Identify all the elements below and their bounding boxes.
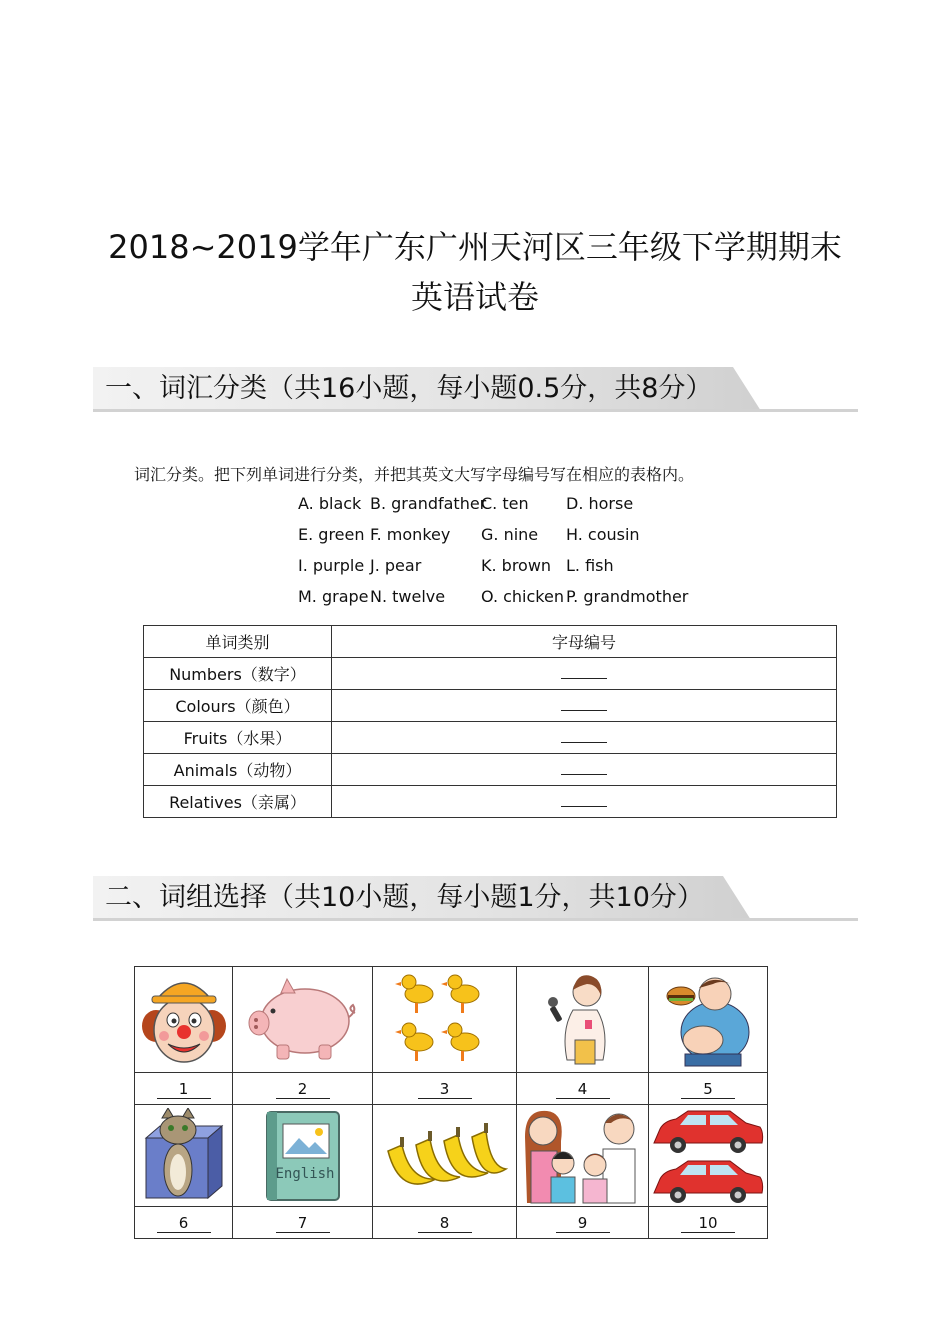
category-colours: Colours（颜色） — [144, 690, 332, 722]
option-e: E. green — [298, 525, 365, 544]
ducks-icon — [395, 970, 495, 1070]
option-row — [298, 585, 706, 616]
label-row — [135, 1073, 768, 1105]
answer-blank[interactable] — [561, 792, 607, 807]
title-line-1: 2018~2019学年广东广州天河区三年级下学期期末 — [108, 228, 842, 266]
classification-table — [143, 625, 837, 818]
picture-label-cell — [649, 1207, 768, 1239]
clown-icon — [138, 972, 230, 1068]
family-icon — [521, 1107, 645, 1205]
answer-cell[interactable] — [332, 754, 837, 786]
answer-cell[interactable] — [332, 690, 837, 722]
table-row — [144, 658, 837, 690]
picture-label-cell — [135, 1073, 233, 1105]
section-1-heading: 一、词汇分类（共16小题，每小题0.5分，共8分） — [105, 373, 713, 404]
option-m: M. grape — [298, 587, 369, 606]
reporter-icon — [543, 970, 623, 1070]
option-p: P. grandmother — [566, 587, 689, 606]
picture-cell — [233, 967, 373, 1073]
picture-label-cell — [517, 1073, 649, 1105]
picture-label-cell — [373, 1073, 517, 1105]
picture-label-2: 2 — [276, 1081, 330, 1099]
picture-cell — [517, 1105, 649, 1207]
option-n: N. twelve — [370, 587, 446, 606]
picture-cell — [373, 1105, 517, 1207]
fat-man-icon — [655, 970, 761, 1070]
answer-cell[interactable] — [332, 786, 837, 818]
section-2-heading: 二、词组选择（共10小题，每小题1分，共10分） — [105, 882, 704, 913]
english-book-icon — [261, 1108, 345, 1204]
section-1-instruction: 词汇分类。把下列单词进行分类，并把其英文大写字母编号写在相应的表格内。 — [134, 465, 695, 484]
bananas-icon — [380, 1111, 510, 1201]
header-letters: 字母编号 — [332, 626, 837, 658]
picture-label-cell — [649, 1073, 768, 1105]
option-d: D. horse — [566, 494, 634, 513]
title-line-2: 英语试卷 — [410, 278, 539, 316]
picture-label-1: 1 — [157, 1081, 211, 1099]
table-row — [144, 786, 837, 818]
picture-label-6: 6 — [157, 1215, 211, 1233]
picture-label-8: 8 — [418, 1215, 472, 1233]
option-c: C. ten — [481, 494, 529, 513]
option-g: G. nine — [481, 525, 539, 544]
picture-cell — [649, 1105, 768, 1207]
option-row — [298, 523, 706, 554]
picture-label-5: 5 — [681, 1081, 735, 1099]
picture-label-10: 10 — [681, 1215, 735, 1233]
table-header-row — [144, 626, 837, 658]
picture-cell — [135, 1105, 233, 1207]
picture-label-3: 3 — [418, 1081, 472, 1099]
picture-cell — [373, 967, 517, 1073]
answer-blank[interactable] — [561, 760, 607, 775]
book-title: English — [274, 1165, 335, 1182]
option-i: I. purple — [298, 556, 365, 575]
picture-label-cell — [373, 1207, 517, 1239]
picture-cell — [517, 967, 649, 1073]
option-k: K. brown — [481, 556, 552, 575]
option-l: L. fish — [566, 556, 614, 575]
option-j: J. pear — [370, 556, 422, 575]
option-row — [298, 492, 706, 523]
picture-cell — [135, 967, 233, 1073]
option-o: O. chicken — [481, 587, 564, 606]
cat-box-icon — [138, 1108, 230, 1204]
answer-cell[interactable] — [332, 658, 837, 690]
picture-row — [135, 1105, 768, 1207]
picture-label-9: 9 — [556, 1215, 610, 1233]
answer-cell[interactable] — [332, 722, 837, 754]
pig-icon — [243, 975, 363, 1065]
section-1-header — [93, 367, 858, 411]
table-row — [144, 722, 837, 754]
picture-label-cell — [517, 1207, 649, 1239]
table-row — [144, 690, 837, 722]
option-f: F. monkey — [370, 525, 451, 544]
picture-cell — [649, 967, 768, 1073]
category-numbers: Numbers（数字） — [144, 658, 332, 690]
answer-blank[interactable] — [561, 664, 607, 679]
category-fruits: Fruits（水果） — [144, 722, 332, 754]
option-h: H. cousin — [566, 525, 640, 544]
header-category: 单词类别 — [144, 626, 332, 658]
picture-label-cell — [135, 1207, 233, 1239]
picture-row — [135, 967, 768, 1073]
page-title — [0, 222, 950, 322]
answer-blank[interactable] — [561, 728, 607, 743]
picture-label-cell — [233, 1207, 373, 1239]
word-options — [298, 492, 706, 616]
picture-cell — [233, 1105, 373, 1207]
category-animals: Animals（动物） — [144, 754, 332, 786]
cars-icon — [650, 1107, 766, 1205]
section-2-header — [93, 876, 858, 920]
picture-label-cell — [233, 1073, 373, 1105]
category-relatives: Relatives（亲属） — [144, 786, 332, 818]
picture-label-4: 4 — [556, 1081, 610, 1099]
picture-label-7: 7 — [276, 1215, 330, 1233]
option-a: A. black — [298, 494, 362, 513]
label-row — [135, 1207, 768, 1239]
table-row — [144, 754, 837, 786]
picture-table — [134, 966, 768, 1239]
answer-blank[interactable] — [561, 696, 607, 711]
option-b: B. grandfather — [370, 494, 487, 513]
option-row — [298, 554, 706, 585]
